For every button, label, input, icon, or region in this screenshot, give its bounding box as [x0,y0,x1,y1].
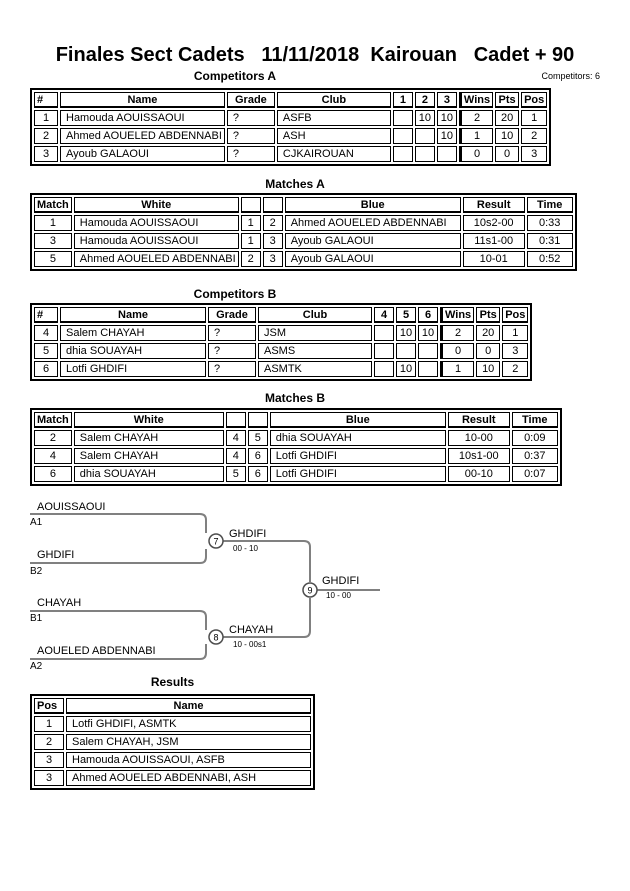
cell: CJKAIROUAN [277,146,391,162]
column-header: Club [277,92,391,108]
cell: ASMTK [258,361,372,377]
header-row [34,92,547,108]
cell: 10 [418,325,438,341]
column-header: Pos [521,92,547,108]
header-row [34,197,573,213]
matches-a-title: Matches A [265,177,325,191]
bracket-slot-seed: A2 [30,661,43,672]
cell [374,361,394,377]
cell: 10s2-00 [463,215,525,231]
header-row [34,412,558,428]
cell: 1 [34,110,58,126]
cell: Salem CHAYAH [74,448,224,464]
page-title: Finales Sect Cadets 11/11/2018 Kairouan Cadet + 90 [55,44,575,66]
bracket-line [30,514,206,533]
cell: 2 [502,361,528,377]
column-header: Match [34,197,72,213]
cell: 3 [34,233,72,249]
cell: Ahmed AOUELED ABDENNABI [60,128,225,144]
cell: 4 [226,448,246,464]
competitors-count: Competitors: 6 [541,71,600,81]
cell: ASMS [258,343,372,359]
bracket-match-score: 10 - 00 [326,591,351,600]
bracket-slot-name: CHAYAH [37,597,82,609]
bracket-slot-seed: B2 [30,566,43,577]
cell: 0 [459,146,493,162]
cell: 0:09 [512,430,558,446]
cell: Ahmed AOUELED ABDENNABI [74,251,239,267]
cell: Hamouda AOUISSAOUI [60,110,225,126]
cell: 3 [521,146,547,162]
matches-b-table [30,408,562,486]
competitors-a-title: Competitors A [193,69,277,83]
cell: 6 [34,466,72,482]
cell: 10 [396,325,416,341]
cell [393,146,413,162]
bracket-match-score: 00 - 10 [233,544,258,553]
cell [415,146,435,162]
table-row [34,466,558,482]
cell: 0 [440,343,474,359]
table-row [34,734,311,750]
column-header: Pts [476,307,500,323]
column-header: Time [512,412,558,428]
cell [393,110,413,126]
cell: 10 [396,361,416,377]
cell: 1 [521,110,547,126]
cell: Ahmed AOUELED ABDENNABI [285,215,461,231]
cell: dhia SOUAYAH [60,343,206,359]
cell: 10 [415,110,435,126]
cell: ? [208,325,256,341]
table-row [34,110,547,126]
cell: 2 [263,215,283,231]
cell: 2 [440,325,474,341]
cell: 2 [241,251,261,267]
cell: Hamouda AOUISSAOUI [74,233,239,249]
cell: 00-10 [448,466,510,482]
cell [374,325,394,341]
bracket-slot-name: AOUISSAOUI [37,501,106,513]
cell: Lotfi GHDIFI [270,448,446,464]
bracket-match-winner: GHDIFI [229,528,267,540]
table-row [34,325,528,341]
cell: ? [227,128,275,144]
cell: 10-00 [448,430,510,446]
competitors-a-table [30,88,551,166]
cell: 4 [34,448,72,464]
cell [437,146,457,162]
column-header: Result [448,412,510,428]
cell: 5 [34,343,58,359]
cell: Ayoub GALAOUI [60,146,225,162]
cell: 3 [34,770,64,786]
table-row [34,233,573,249]
column-header: 6 [418,307,438,323]
cell: JSM [258,325,372,341]
match-number: 8 [213,632,219,643]
matches-b-title: Matches B [264,391,326,405]
cell: 2 [34,128,58,144]
cell [396,343,416,359]
header-row [34,698,311,714]
cell: dhia SOUAYAH [270,430,446,446]
header-row [34,307,528,323]
cell: ASH [277,128,391,144]
cell: Lotfi GHDIFI [60,361,206,377]
column-header: Result [463,197,525,213]
cell: Lotfi GHDIFI, ASMTK [66,716,311,732]
cell: ? [227,146,275,162]
cell: 1 [502,325,528,341]
bracket-slot-name: AOUELED ABDENNABI [37,645,156,657]
cell: 6 [248,448,268,464]
results-title: Results [150,675,195,689]
table-row [34,343,528,359]
table-row [34,128,547,144]
cell: 10 [437,110,457,126]
cell: 10s1-00 [448,448,510,464]
cell: 0:07 [512,466,558,482]
cell: 1 [440,361,474,377]
cell: 20 [476,325,500,341]
table-row [34,770,311,786]
column-header: # [34,92,58,108]
cell: 2 [34,430,72,446]
cell: 6 [34,361,58,377]
column-header: Pos [34,698,64,714]
cell: 0 [495,146,519,162]
cell: ? [227,110,275,126]
competitors-b-table [30,303,532,381]
cell: ASFB [277,110,391,126]
column-header: Wins [440,307,474,323]
cell: 6 [248,466,268,482]
cell: 20 [495,110,519,126]
column-header: Pos [502,307,528,323]
cell: 0:31 [527,233,573,249]
table-row [34,448,558,464]
cell: 1 [459,128,493,144]
column-header: White [74,197,239,213]
cell [418,361,438,377]
column-header [248,412,268,428]
column-header: Grade [208,307,256,323]
cell: 3 [502,343,528,359]
cell: 3 [34,146,58,162]
cell: Ayoub GALAOUI [285,251,461,267]
cell: Lotfi GHDIFI [270,466,446,482]
cell: 0:52 [527,251,573,267]
match-number: 7 [213,536,219,547]
cell: 5 [248,430,268,446]
cell: dhia SOUAYAH [74,466,224,482]
cell: ? [208,361,256,377]
column-header: Name [66,698,311,714]
cell: 1 [34,215,72,231]
matches-a-table [30,193,577,271]
cell: 0:33 [527,215,573,231]
column-header [241,197,261,213]
cell [393,128,413,144]
column-header: 4 [374,307,394,323]
cell [418,343,438,359]
cell: 2 [521,128,547,144]
cell: Hamouda AOUISSAOUI, ASFB [66,752,311,768]
cell: Salem CHAYAH, JSM [66,734,311,750]
column-header: 1 [393,92,413,108]
cell: 5 [34,251,72,267]
column-header [263,197,283,213]
column-header: Name [60,92,225,108]
cell: Ayoub GALAOUI [285,233,461,249]
cell: 2 [459,110,493,126]
cell: 5 [226,466,246,482]
column-header: Pts [495,92,519,108]
column-header: Wins [459,92,493,108]
bracket-match-score: 10 - 00s1 [233,640,267,649]
cell: 1 [241,233,261,249]
bracket-match-winner: GHDIFI [322,575,360,587]
column-header: Blue [285,197,461,213]
results-table [30,694,315,790]
bracket-line [30,611,206,630]
cell [374,343,394,359]
match-number: 9 [307,585,313,596]
bracket-slot-seed: B1 [30,613,43,624]
table-row [34,361,528,377]
table-row [34,251,573,267]
competitors-b-title: Competitors B [193,287,277,301]
cell: 10 [437,128,457,144]
table-row [34,716,311,732]
cell: 11s1-00 [463,233,525,249]
cell: Salem CHAYAH [60,325,206,341]
cell: Hamouda AOUISSAOUI [74,215,239,231]
cell: 3 [263,233,283,249]
column-header: Grade [227,92,275,108]
table-row [34,752,311,768]
cell: 0:37 [512,448,558,464]
column-header [226,412,246,428]
table-row [34,215,573,231]
column-header: 2 [415,92,435,108]
cell: Ahmed AOUELED ABDENNABI, ASH [66,770,311,786]
column-header: Time [527,197,573,213]
cell: 0 [476,343,500,359]
column-header: Blue [270,412,446,428]
table-row [34,430,558,446]
cell: 4 [226,430,246,446]
column-header: Match [34,412,72,428]
column-header: Name [60,307,206,323]
cell: 10 [495,128,519,144]
cell: 10-01 [463,251,525,267]
cell: 1 [241,215,261,231]
cell: 4 [34,325,58,341]
bracket-slot-name: GHDIFI [37,549,75,561]
column-header: Club [258,307,372,323]
cell [415,128,435,144]
cell: Salem CHAYAH [74,430,224,446]
table-row [34,146,547,162]
cell: 10 [476,361,500,377]
column-header: White [74,412,224,428]
column-header: # [34,307,58,323]
column-header: 5 [396,307,416,323]
cell: 2 [34,734,64,750]
column-header: 3 [437,92,457,108]
bracket-slot-seed: A1 [30,517,43,528]
cell: 1 [34,716,64,732]
cell: ? [208,343,256,359]
cell: 3 [263,251,283,267]
cell: 3 [34,752,64,768]
bracket-match-winner: CHAYAH [229,624,274,636]
